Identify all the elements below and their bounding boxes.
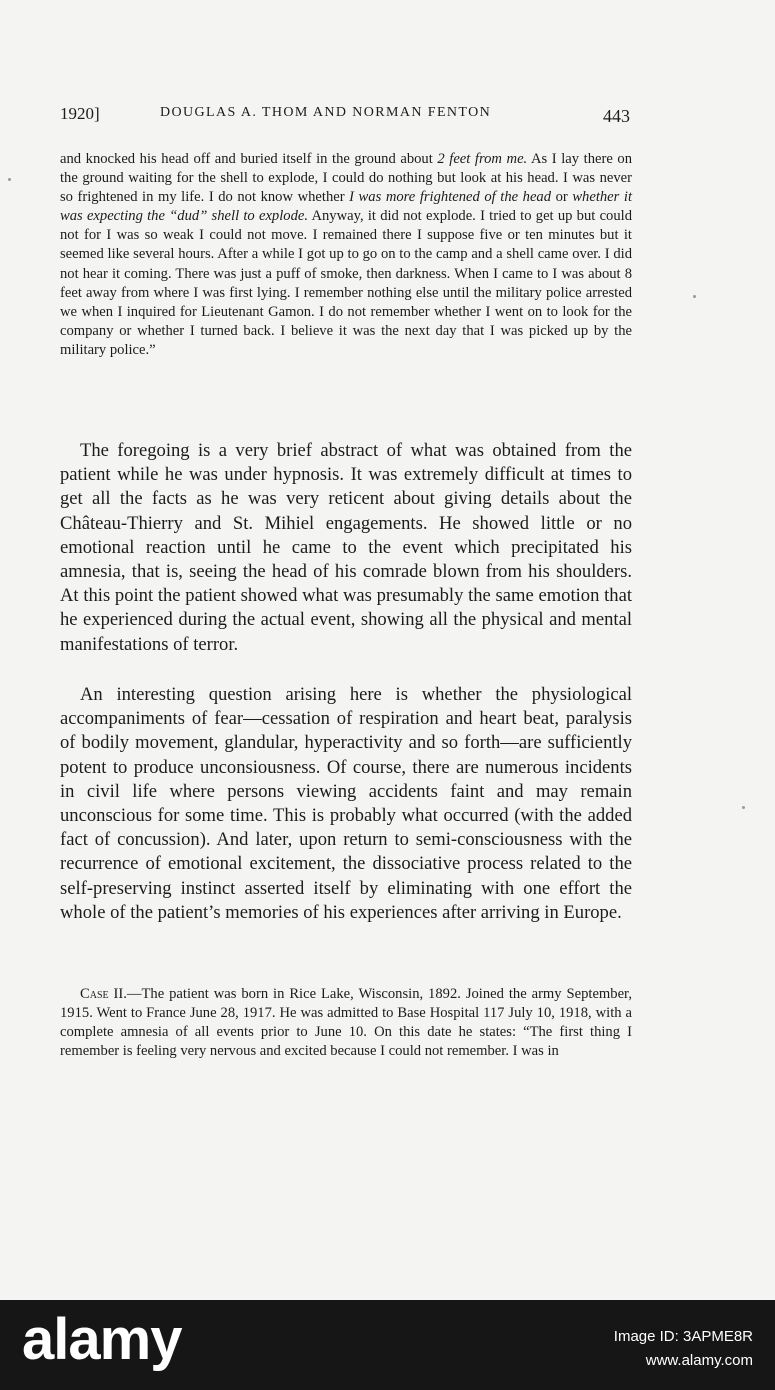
quoted-paragraph: [60, 150, 632, 360]
running-header: [60, 100, 634, 130]
paper-speck: [742, 806, 745, 809]
case-paragraph: [60, 985, 632, 1061]
body-paragraph-1: The foregoing is a very brief abstract of what was obtained from the patient while he was under hypnosis. It was extremely difficult at times to get all the facts as he was very reticent about giving details about the Château-Thierry and St. Mihiel engagements. He showed little or no emotional reaction until he came to the event which precipitated his amnesia, that is, seeing the head of his comrade blown from his shoulders. At this point the patient showed what was presumably the same emotion that he experienced during the actual event, showing all the physical and mental manifestations of terror.: [60, 440, 632, 655]
text-run: As I lay there on the ground waiting for the shell to explode, I could do nothing but look at his head. I was never so frightened in my life. I do not know whether: [60, 151, 633, 206]
text-run: and knocked his head off and buried itself in the ground about: [60, 151, 438, 167]
italic-run: 2 feet from me.: [437, 151, 528, 167]
case-text: —The patient was born in Rice Lake, Wisconsin, 1892. Joined the army September, 1915. Went to France June 28, 1917. He was admitted to Base Hospital 117 July 10, 1918, with a complete amnesia of all events prior to June 10. On this date he states: “The first thing I remember is feeling very nervous and excited because I could not remember. I was in: [60, 986, 632, 1060]
text-run: or: [551, 189, 573, 206]
header-authors: DOUGLAS A. THOM AND NORMAN FENTON: [160, 105, 492, 120]
watermark-bar: [0, 1300, 775, 1390]
body-paragraph-2: An interesting question arising here is whether the physiological accompaniments of fear—cessation of respiration and heart beat, paralysis of bodily movement, glandular, hyperactivity and so forth—are sufficiently potent to produce unconsiousness. Of course, there are numerous incidents in civil life where persons viewing accidents faint and may remain unconscious for some time. This is probably what occurred (with the added fact of concussion). And later, upon return to semi-consciousness with the recurrence of emotional excitement, the dissociative process related to the self-preserving instinct asserted itself by eliminating with one effort the whole of the patient’s memories of his experiences after arriving in Europe.: [60, 684, 632, 923]
image-id: Image ID: 3APME8R: [613, 1328, 753, 1345]
text-run: Anyway, it did not explode. I tried to get up but could not for I was so weak I could not move. I remained there I suppose five or ten minutes but it seemed like several hours. After a while I got up to go on to the camp and a shell came over. I did not hear it coming. There was just a puff of smoke, then darkness. When I came to I was about 8 feet away from where I was first lying. I remember nothing else until the military police arrested we when I inquired for Lieutenant Gamon. I do not remember whether I went on to look for the company or whether I turned back. I believe it was the next day that I was picked up by the military police.”: [60, 208, 632, 358]
paper-speck: [8, 178, 11, 181]
italic-run: whether it was expecting the “dud” shell to explode.: [60, 189, 632, 225]
case-heading: Case II.: [80, 986, 127, 1002]
italic-run: I was more frightened of the head: [349, 189, 552, 206]
page-number: 443: [603, 106, 630, 126]
site-url: www.alamy.com: [645, 1352, 753, 1369]
header-year: 1920]: [60, 104, 100, 123]
paper-speck: [693, 295, 696, 298]
alamy-logo: alamy: [22, 1307, 182, 1372]
